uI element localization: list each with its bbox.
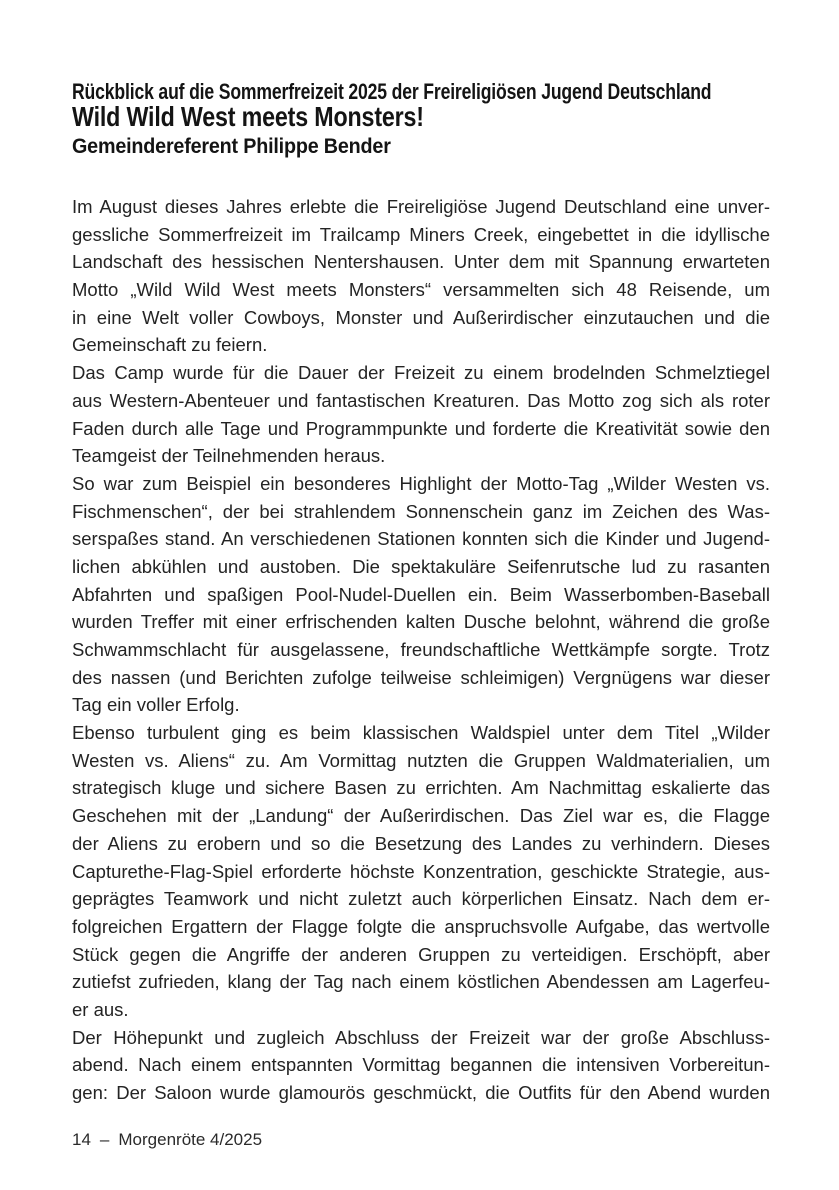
text-line: des nassen (und Berichten zufolge teilweise schleimigen) Vergnügens war dieser — [72, 666, 770, 688]
article-byline-text: Gemeindereferent Philippe Bender — [72, 135, 391, 158]
text-line: geprägtes Teamwork und nicht zuletzt auch körperlichen Einsatz. Nach dem er- — [72, 888, 770, 910]
article-byline — [72, 135, 770, 159]
footer-page-number: 14 — [72, 1130, 91, 1149]
page-footer — [72, 1129, 262, 1151]
text-line: er aus. — [72, 998, 129, 1020]
footer-separator: – — [99, 1130, 110, 1149]
text-line: Teamgeist der Teilnehmenden heraus. — [72, 445, 386, 467]
text-line: Schwammschlacht für ausgelassene, freundschaftliche Wettkämpfe sorgte. Trotz — [72, 639, 770, 660]
paragraph — [72, 193, 770, 359]
text-line: aus Western-Abenteuer und fantastischen Kreaturen. Das Motto zog sich als roter — [72, 389, 770, 411]
text-line: Geschehen mit der „Landung“ der Außerirdischen. Das Ziel war es, die Flagge — [72, 805, 770, 827]
text-line: folgreichen Ergattern der Flagge folgte die anspruchsvolle Aufgabe, das wertvolle — [72, 915, 770, 937]
text-line: Tag ein voller Erfolg. — [72, 694, 240, 716]
text-line: Landschaft des hessischen Nentershausen. Unter dem mit Spannung erwarteten — [72, 251, 770, 273]
text-line: Capturethe-Flag-Spiel erforderte höchste Konzentration, geschickte Strategie, aus- — [72, 860, 770, 882]
article-kicker-text: Rückblick auf die Sommerfreizeit 2025 der Freireligiösen Jugend Deutschland — [72, 79, 712, 104]
text-line: Westen vs. Aliens“ zu. Am Vormittag nutzten die Gruppen Waldmaterialien, um — [72, 749, 770, 771]
article-title — [72, 101, 770, 133]
text-line: serspaßes stand. An verschiedenen Stationen konnten sich die Kinder und Jugend- — [72, 528, 770, 550]
paragraph — [72, 470, 770, 719]
article-title-text: Wild Wild West meets Monsters! — [72, 101, 424, 132]
text-line: zutiefst zufrieden, klang der Tag nach einem köstlichen Abendessen am Lagerfeu- — [72, 971, 770, 993]
text-line: Motto „Wild Wild West meets Monsters“ versammelten sich 48 Reisende, um — [72, 279, 770, 301]
text-line: strategisch kluge und sichere Basen zu errichten. Am Nachmittag eskalierte das — [72, 777, 770, 799]
text-line: Abfahrten und spaßigen Pool-Nudel-Duellen ein. Beim Wasserbomben-Baseball — [72, 583, 770, 605]
text-line: wurden Treffer mit einer erfrischenden kalten Dusche belohnt, während die große — [72, 611, 770, 633]
text-line: Ebenso turbulent ging es beim klassischen Waldspiel unter dem Titel „Wilder — [72, 722, 770, 744]
paragraph — [72, 359, 770, 470]
text-line: gessliche Sommerfreizeit im Trailcamp Miners Creek, eingebettet in die idyllische — [72, 223, 770, 245]
text-line: gen: Der Saloon wurde glamourös geschmückt, die Outfits für den Abend wurden — [72, 1082, 770, 1103]
text-line: Der Höhepunkt und zugleich Abschluss der Freizeit war der große Abschluss- — [72, 1026, 770, 1048]
text-line: lichen abkühlen und austoben. Die spektakuläre Seifenrutsche lud zu rasanten — [72, 555, 770, 577]
footer-issue: Morgenröte 4/2025 — [118, 1130, 263, 1149]
text-line: in eine Welt voller Cowboys, Monster und Außerirdischer einzutauchen und die — [72, 306, 770, 328]
text-line: Gemeinschaft zu feiern. — [72, 334, 268, 356]
text-line: Fischmenschen“, der bei strahlendem Sonnenschein ganz im Zeichen des Was- — [72, 500, 770, 522]
text-line: Stück gegen die Angriffe der anderen Gruppen zu verteidigen. Erschöpft, aber — [72, 943, 770, 965]
paragraph — [72, 719, 770, 1024]
text-line: Faden durch alle Tage und Programmpunkte und forderte die Kreativität sowie den — [72, 417, 770, 439]
article-body — [72, 193, 770, 1107]
text-line: der Aliens zu erobern und so die Besetzung des Landes zu verhindern. Dieses — [72, 832, 770, 854]
text-line: Im August dieses Jahres erlebte die Freireligiöse Jugend Deutschland eine unver- — [72, 196, 770, 217]
text-line: So war zum Beispiel ein besonderes Highlight der Motto-Tag „Wilder Westen vs. — [72, 472, 770, 494]
text-line: abend. Nach einem entspannten Vormittag begannen die intensiven Vorbereitun- — [72, 1054, 770, 1076]
text-line: Das Camp wurde für die Dauer der Freizeit zu einem brodelnden Schmelztiegel — [72, 362, 770, 384]
paragraph — [72, 1024, 770, 1107]
